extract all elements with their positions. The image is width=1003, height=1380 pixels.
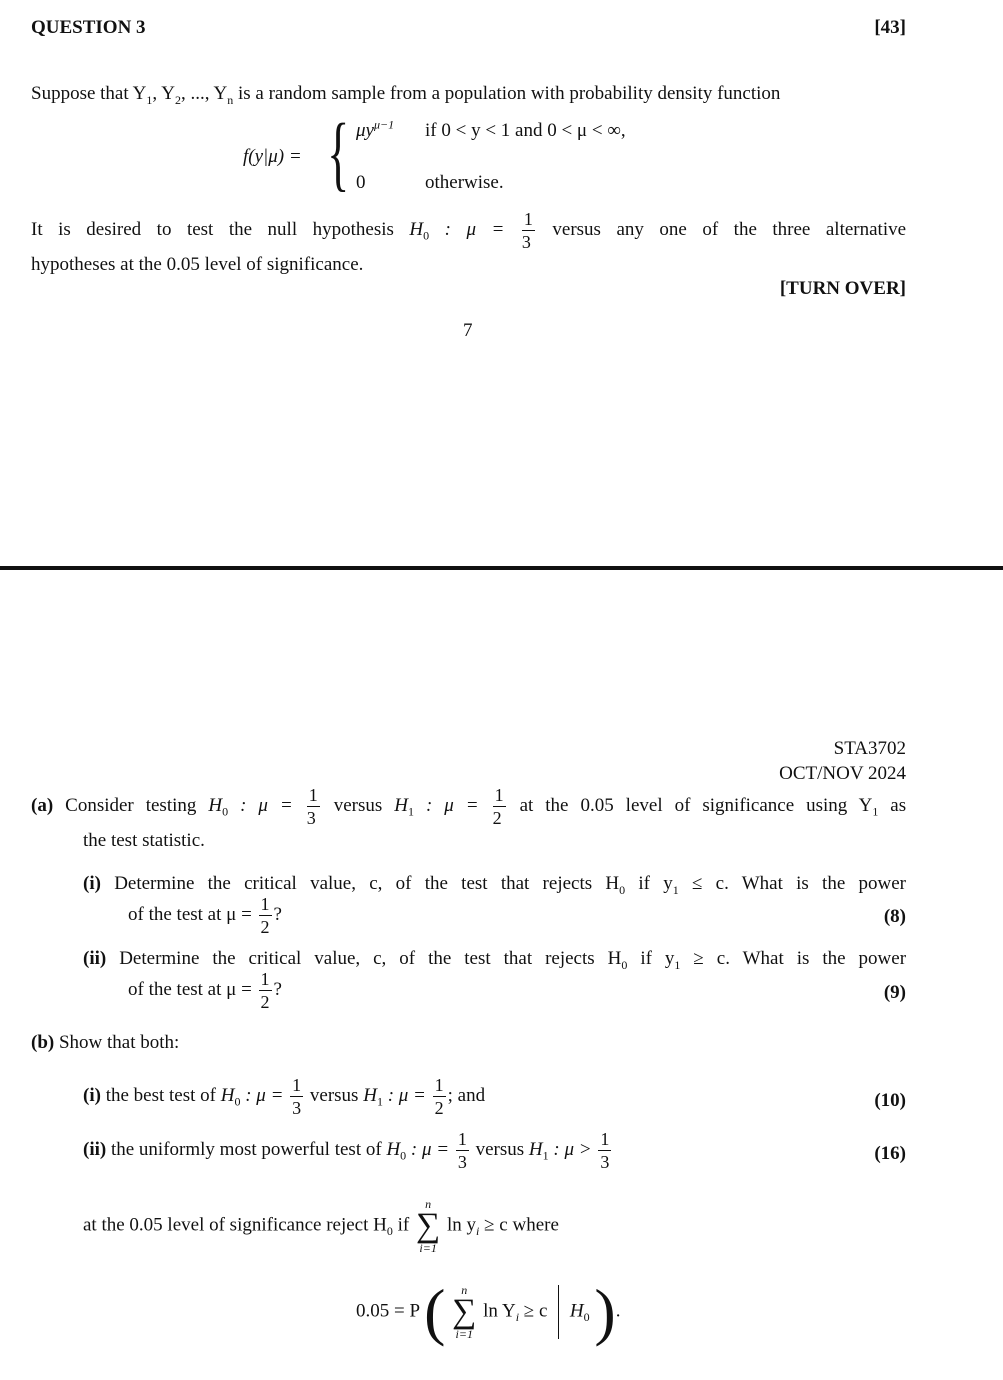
sub: 1 [872,804,879,819]
sig: ∑ [415,1207,441,1244]
text: H [363,1084,377,1106]
sub: 2 [174,92,181,107]
sub: 1 [407,804,414,819]
text: versus [333,794,383,816]
fraction-one-third [290,1076,303,1117]
text: : μ = [245,1084,284,1106]
page-divider [0,566,1003,570]
den: 3 [306,808,316,828]
fraction-one-half [259,895,272,936]
text: H [220,1084,235,1106]
part-a-ii-line-1 [83,948,906,970]
num: 1 [600,1129,610,1149]
text: . [615,1300,621,1322]
text: Determine the critical value, c, of the test that rejects H [119,948,622,969]
pdf-case2-expr: 0 [356,172,366,193]
text: ; and [447,1084,486,1106]
text: , ..., Y [180,83,228,104]
text: : μ > [553,1138,592,1160]
part-b-i-label: (i) [83,1084,101,1106]
text: ln y [446,1214,477,1236]
summation [416,1198,440,1254]
sub: 0 [583,1310,590,1325]
summation [452,1284,476,1340]
num: 1 [523,209,533,229]
text: ? [273,978,282,1000]
text: ≥ c where [484,1214,559,1236]
den: 3 [292,1098,302,1118]
text: ln Y [483,1300,516,1322]
text: : μ = [387,1084,426,1106]
part-a-line-2: the test statistic. [83,830,205,851]
intro-line [31,83,906,105]
text: the best test of [105,1084,216,1106]
question-marks: [43] [874,17,906,38]
sub: 1 [542,1148,549,1163]
sig: ∑ [452,1293,477,1330]
num: 1 [292,1075,302,1095]
sub: n [227,92,234,107]
text: , Y [152,83,175,104]
fraction-one-third [456,1130,469,1171]
part-a-ii-label: (ii) [83,948,107,969]
hypothesis-line-2: hypotheses at the 0.05 level of significance. [31,254,364,275]
text: H [409,218,424,240]
num: 1 [260,969,270,989]
fraction-one-third [307,786,320,827]
question-title: QUESTION 3 [31,17,146,38]
text: 0.05 = P [356,1300,420,1322]
den: 2 [434,1098,444,1118]
text: ≤ c. What is the power [691,873,906,894]
part-a-i-line-2 [128,895,282,936]
fraction-one-half [259,970,272,1011]
text: if y [638,873,673,894]
text: H [528,1138,543,1160]
pdf-case1-cond: if 0 < y < 1 and 0 < μ < ∞, [425,120,626,141]
intro-prefix: Suppose that Y [31,83,147,104]
text: of the test at μ = [128,978,252,1000]
part-a-ii-line-2 [128,970,282,1011]
sub: 1 [376,1094,383,1109]
text: H [208,794,223,816]
num: 1 [308,785,318,805]
bot: i=1 [419,1241,437,1255]
sub: 0 [423,228,430,243]
text: : μ = [410,1138,450,1160]
text: H [394,794,408,816]
text: H [569,1300,584,1322]
den: 2 [492,808,502,828]
page-number: 7 [463,320,473,341]
part-a-ii-marks: (9) [883,982,906,1003]
turn-over: [TURN OVER] [779,278,906,299]
bot: i=1 [455,1327,473,1341]
num: 1 [260,894,270,914]
part-a-i-marks: (8) [883,906,906,927]
num: 1 [434,1075,444,1095]
conditional-bar [558,1285,559,1339]
top: n [461,1283,468,1297]
sub: i [515,1310,520,1325]
part-a-i-label: (i) [83,873,101,894]
sub: 0 [621,957,628,972]
den: 3 [521,232,531,252]
sub: 1 [672,882,679,897]
sub: i [476,1224,480,1239]
left-brace: { [327,107,350,200]
text: Determine the critical value, c, of the test that rejects H [114,873,620,894]
prob-equation [356,1276,621,1347]
hypothesis-line-1 [31,210,906,251]
pdf-case1-expr [356,117,395,142]
top: n [425,1197,432,1211]
num: 1 [494,785,504,805]
text: Show that both: [58,1032,180,1053]
sub: 0 [400,1148,407,1163]
sub: 0 [234,1094,241,1109]
text: versus any one of the three alternative [552,218,907,240]
den: 3 [600,1152,610,1172]
text: It is desired to test the null hypothesis [31,218,394,240]
reject-rule-line [83,1198,559,1254]
part-b-ii-line [83,1130,613,1171]
text: Consider testing [65,794,197,816]
intro-suffix: is a random sample from a population with probability density function [237,83,781,104]
text: at the 0.05 level of significance reject H [83,1214,387,1236]
sub: 0 [619,882,626,897]
text: the uniformly most powerful test of [110,1138,382,1160]
text: of the test at μ = [128,903,252,925]
fraction-one-half [493,786,506,827]
right-paren: ) [594,1276,616,1347]
part-b-i-line [83,1076,485,1117]
text: ≥ c [523,1300,548,1322]
part-a-i-line-1 [83,873,906,895]
text: as [890,794,907,816]
text: versus [475,1138,525,1160]
text: μy [356,120,374,141]
text: versus [309,1084,359,1106]
den: 3 [457,1152,467,1172]
sub: 1 [146,92,153,107]
part-b-i-marks: (10) [874,1090,906,1111]
left-paren: ( [424,1276,446,1347]
text: : μ = [444,218,505,240]
part-a-label: (a) [31,794,54,816]
sub: 1 [674,957,681,972]
den: 2 [260,992,270,1012]
text: ? [273,903,282,925]
text: if [397,1214,410,1236]
fraction-one-third [522,210,535,251]
den: 2 [260,917,270,937]
text: : μ = [240,794,293,816]
part-b-ii-label: (ii) [83,1138,107,1160]
fraction-one-half [433,1076,446,1117]
part-b-ii-marks: (16) [874,1143,906,1164]
part-b-intro [31,1032,179,1054]
course-code: STA3702 [833,738,906,759]
part-b-label: (b) [31,1032,55,1053]
text: : μ = [425,794,479,816]
num: 1 [457,1129,467,1149]
fraction-one-third [598,1130,611,1171]
sup: μ−1 [373,117,395,132]
sub: 0 [386,1224,393,1239]
part-a-line-1 [31,786,906,827]
text: at the 0.05 level of significance using Y [519,794,873,816]
pdf-case2-cond: otherwise. [425,172,504,193]
sub: 0 [222,804,229,819]
text: H [386,1138,401,1160]
text: if y [640,948,675,969]
exam-session: OCT/NOV 2024 [779,763,906,784]
text: ≥ c. What is the power [693,948,907,969]
pdf-lhs: f(y|μ) = [243,146,302,167]
